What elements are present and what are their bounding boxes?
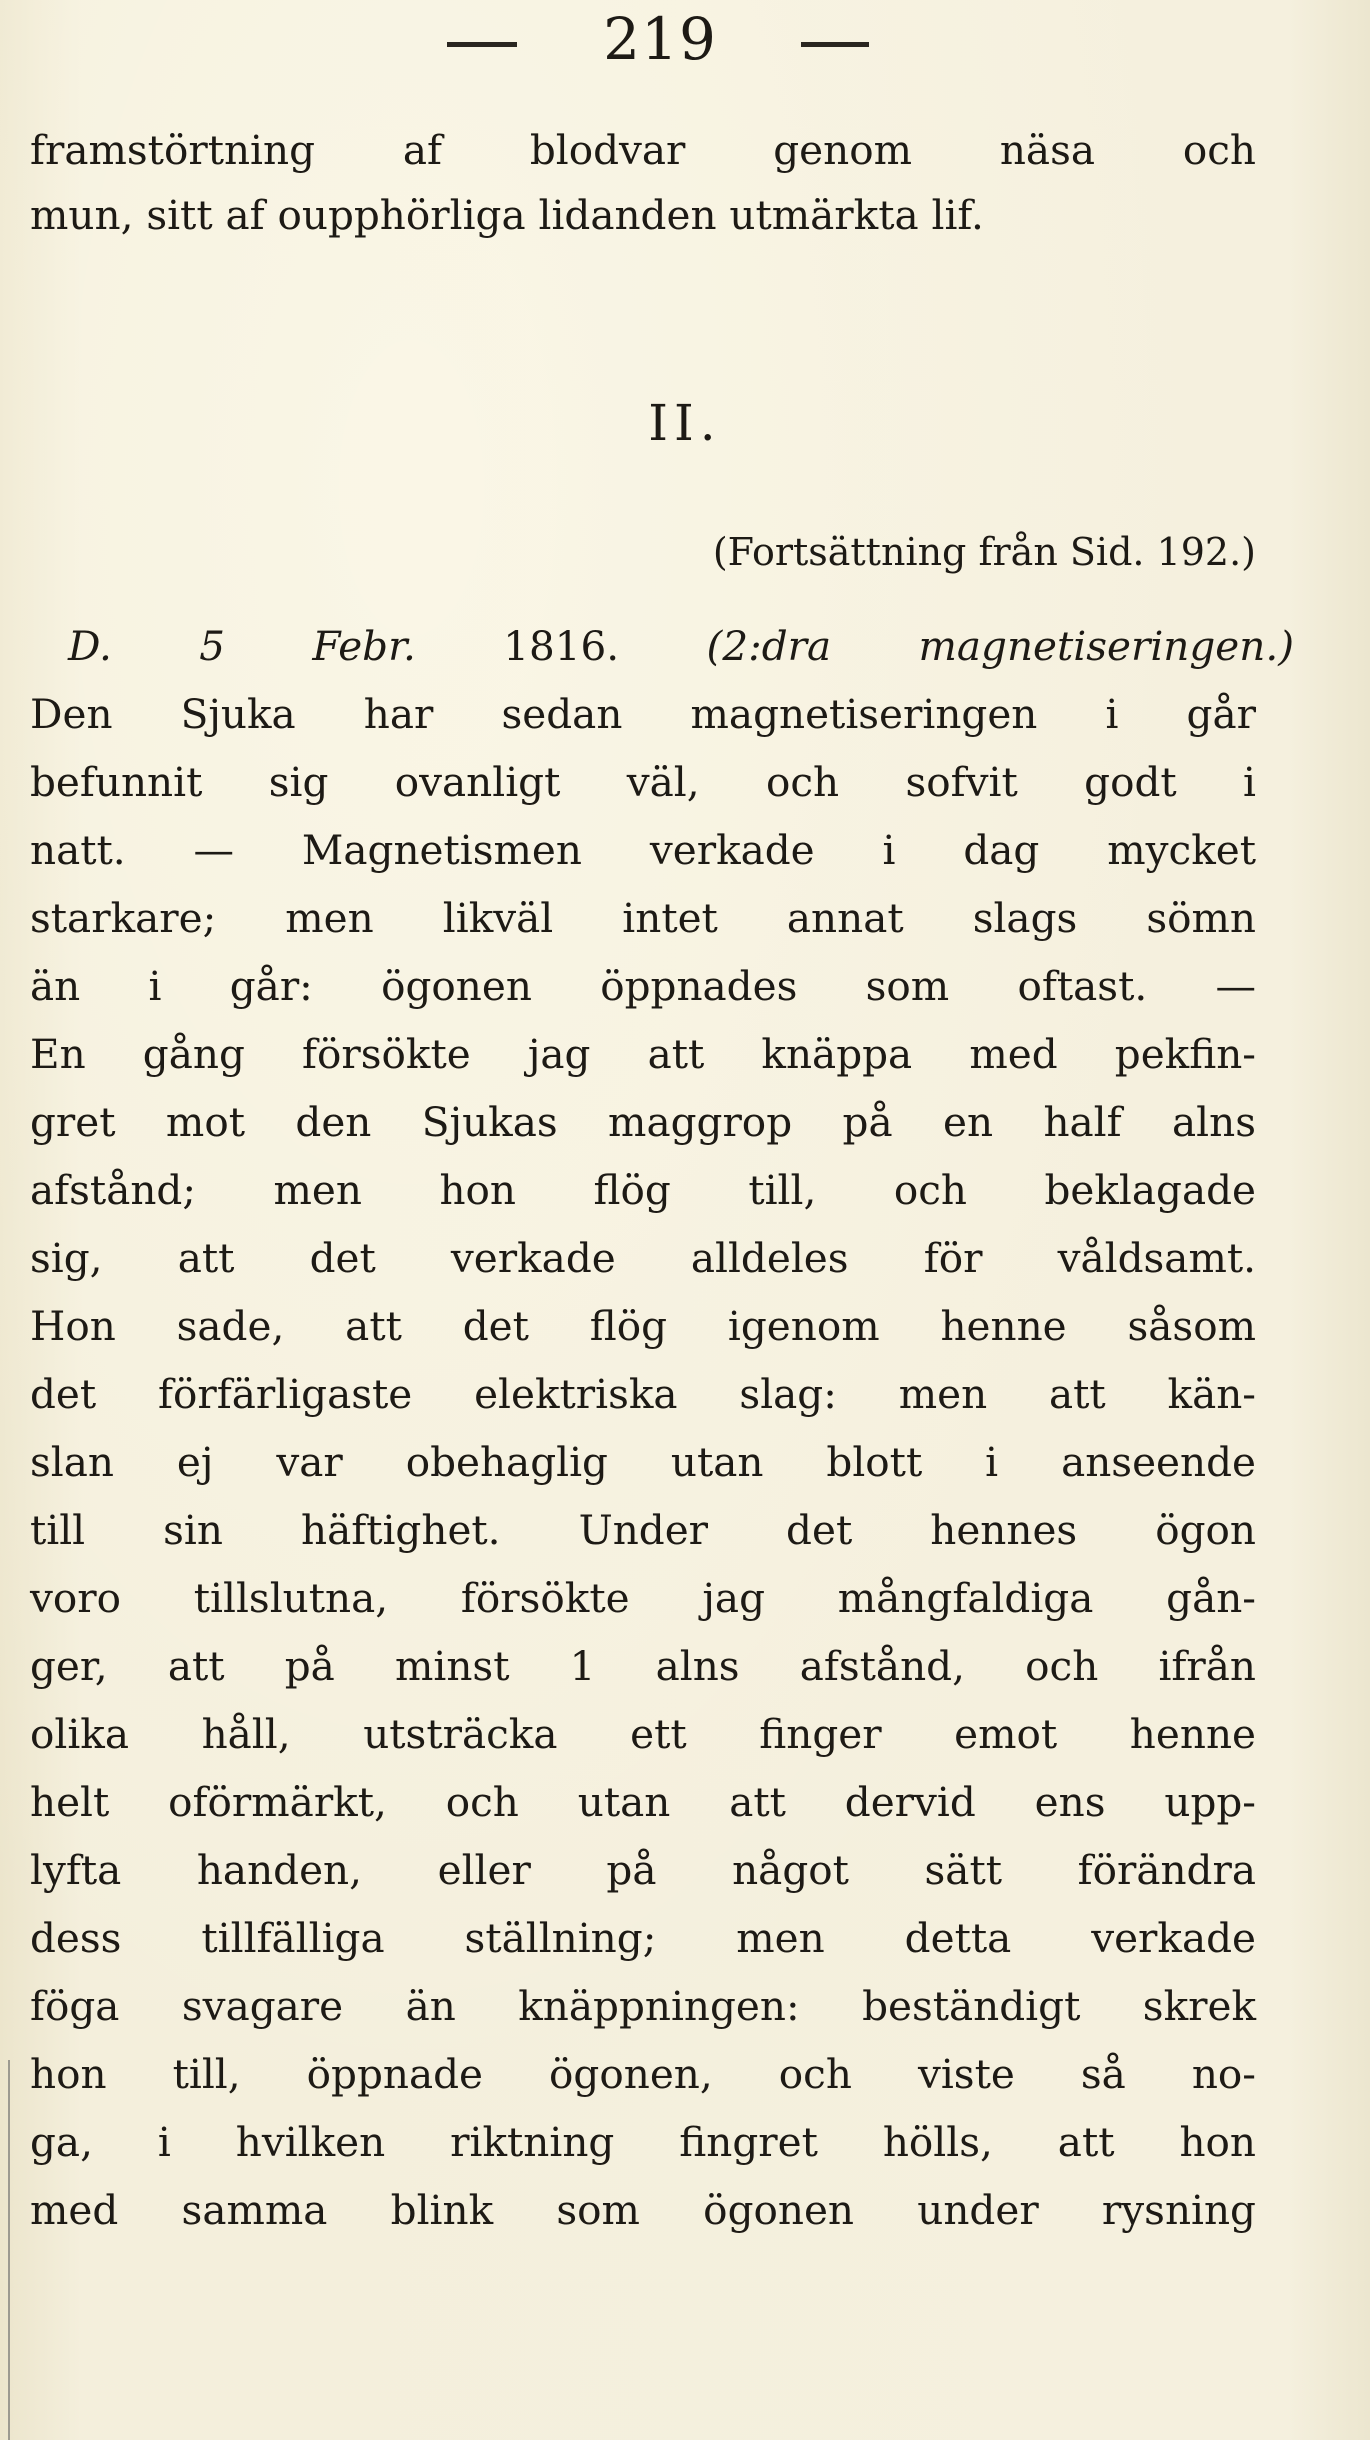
body-line-11: det förfärligaste elektriska slag: men att kän- <box>30 1370 1256 1418</box>
body-line-5: än i går: ögonen öppnades som oftast. — <box>30 962 1256 1010</box>
body-line-16: olika håll, utsträcka ett finger emot henne <box>30 1710 1256 1758</box>
body-line-17: helt oförmärkt, och utan att dervid ens upp- <box>30 1778 1256 1826</box>
body-line-21: hon till, öppnade ögonen, och viste så no- <box>30 2050 1256 2098</box>
date-year: 1816. <box>503 622 620 670</box>
body-line-18: lyfta handen, eller på något sätt förändra <box>30 1846 1256 1894</box>
date-day: D. 5 <box>68 622 225 670</box>
body-line-15: ger, att på minst 1 alns afstånd, och ifrån <box>30 1642 1256 1690</box>
body-line-13: till sin häftighet. Under det hennes ögon <box>30 1506 1256 1554</box>
header-dash-left <box>447 42 517 47</box>
body-line-23: med samma blink som ögonen under rysning <box>30 2186 1256 2234</box>
body-line-20: föga svagare än knäppningen: beständigt skrek <box>30 1982 1256 2030</box>
body-line-8: afstånd; men hon flög till, och beklagade <box>30 1166 1256 1214</box>
intro-line-1: framstörtning af blodvar genom näsa och <box>30 126 1256 174</box>
date-month: Febr. <box>312 622 416 670</box>
body-line-1: Den Sjuka har sedan magnetiseringen i går <box>30 690 1256 738</box>
date-note: (2:dra magnetiseringen.) <box>706 622 1295 670</box>
body-line-10: Hon sade, att det flög igenom henne såsom <box>30 1302 1256 1350</box>
body-line-2: befunnit sig ovanligt väl, och sofvit godt i <box>30 758 1256 806</box>
page-edge-line <box>8 2060 10 2440</box>
body-line-12: slan ej var obehaglig utan blott i anseende <box>30 1438 1256 1486</box>
body-line-6: En gång försökte jag att knäppa med pekfin- <box>30 1030 1256 1078</box>
body-line-22: ga, i hvilken riktning fingret hölls, att hon <box>30 2118 1256 2166</box>
body-line-3: natt. — Magnetismen verkade i dag mycket <box>30 826 1256 874</box>
body-line-14: voro tillslutna, försökte jag mångfaldiga gån- <box>30 1574 1256 1622</box>
date-line <box>68 616 1294 676</box>
body-line-4: starkare; men likväl intet annat slags sömn <box>30 894 1256 942</box>
header-dash-right <box>801 42 869 47</box>
body-line-19: dess tillfälliga ställning; men detta verkade <box>30 1914 1256 1962</box>
section-heading: II. <box>648 394 722 452</box>
body-line-7: gret mot den Sjukas maggrop på en half alns <box>30 1098 1256 1146</box>
page-header <box>0 4 1370 74</box>
page-number: 219 <box>603 5 717 73</box>
intro-line-2: mun, sitt af oupphörliga lidanden utmärkta lif. <box>30 191 984 239</box>
continuation-note: (Fortsättning från Sid. 192.) <box>712 530 1256 574</box>
body-line-9: sig, att det verkade alldeles för våldsamt. <box>30 1234 1256 1282</box>
